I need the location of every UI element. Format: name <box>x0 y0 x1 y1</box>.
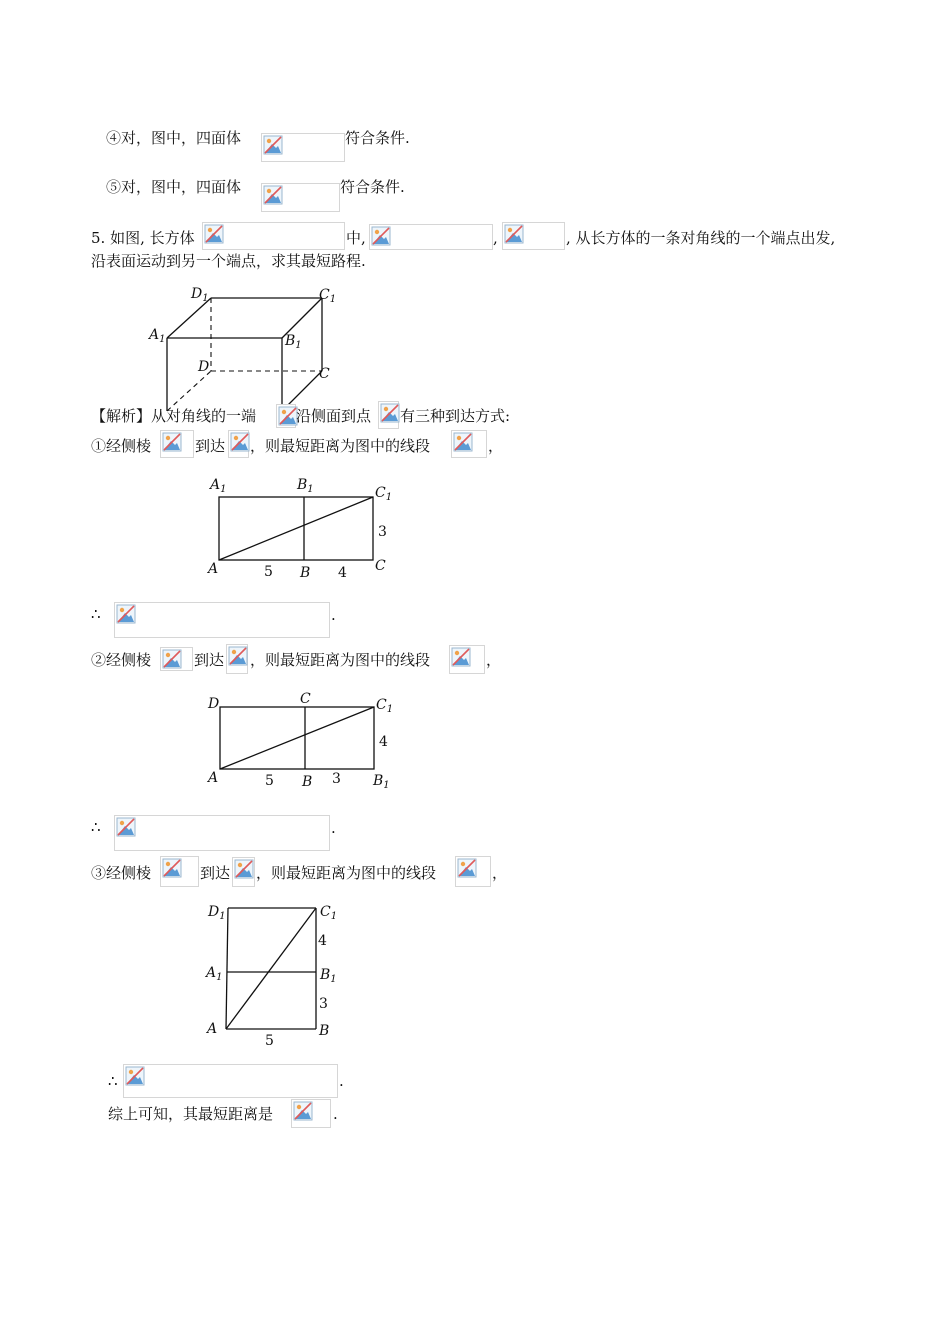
label-a: A <box>207 1021 218 1037</box>
broken-image-icon <box>369 224 493 250</box>
label-d: D <box>198 359 210 375</box>
label-d1: $D_1$ <box>208 904 226 922</box>
case3-text-d: ， <box>492 864 508 882</box>
broken-image-icon <box>228 430 249 458</box>
label-b1: $B_1$ <box>373 773 390 791</box>
label-b: B <box>319 1023 330 1039</box>
broken-image-icon <box>123 1064 338 1098</box>
label-c: C <box>319 366 330 382</box>
length-label: 5 <box>265 1033 274 1049</box>
label-c1: $C_1$ <box>319 287 337 305</box>
broken-image-icon <box>451 430 487 458</box>
label-d: D <box>208 696 220 712</box>
case3-text-b: 到达 <box>200 864 231 882</box>
q5-text-b: 中, <box>346 229 366 247</box>
q5-text-c: , <box>493 229 498 247</box>
case2-text-d: ， <box>486 651 502 669</box>
label-a1: $A_1$ <box>210 477 227 495</box>
line-5-suffix: 符合条件. <box>340 178 405 196</box>
broken-image-icon <box>232 857 255 887</box>
summary-text: 综上可知，其最短距离是 <box>108 1105 274 1123</box>
unfolding-figure-2 <box>200 686 400 796</box>
case1-text-b: 到达 <box>195 437 226 455</box>
label-c1: $C_1$ <box>376 697 394 715</box>
label-a: A <box>208 770 219 786</box>
label-c1: $C_1$ <box>375 485 393 503</box>
broken-image-icon <box>261 133 345 162</box>
therefore-sign: ∴ <box>108 1072 118 1090</box>
broken-image-icon <box>160 647 193 671</box>
label-b: B <box>302 774 313 790</box>
broken-image-icon <box>114 815 330 851</box>
label-b: B <box>300 565 311 581</box>
line-5-prefix: ⑤对，图中，四面体 <box>106 178 242 196</box>
q5-text-d: , 从长方体的一条对角线的一个端点出发, <box>566 229 836 247</box>
case1-text-d: ， <box>488 437 504 455</box>
cuboid-figure <box>140 282 340 412</box>
label-b1: $B_1$ <box>297 477 314 495</box>
label-b1: $B_1$ <box>285 333 302 351</box>
label-c: C <box>375 558 386 574</box>
label-b1: $B_1$ <box>320 967 337 985</box>
case1-text-c: ，则最短距离为图中的线段 <box>250 437 431 455</box>
broken-image-icon <box>449 645 485 674</box>
length-label: 3 <box>332 771 341 787</box>
period: . <box>333 1105 338 1123</box>
q5-text-a: 5. 如图, 长方体 <box>91 229 195 247</box>
case2-text-b: 到达 <box>194 651 225 669</box>
label-c1: $C_1$ <box>320 904 338 922</box>
period: . <box>339 1072 344 1090</box>
period: . <box>331 606 336 624</box>
broken-image-icon <box>378 401 399 429</box>
broken-image-icon <box>226 644 248 674</box>
period: . <box>331 819 336 837</box>
broken-image-icon <box>261 183 340 212</box>
line-4-suffix: 符合条件. <box>345 129 410 147</box>
length-label: 3 <box>319 996 328 1012</box>
label-c: C <box>300 691 311 707</box>
broken-image-icon <box>160 856 199 887</box>
length-label: 4 <box>379 734 388 750</box>
label-a: A <box>208 561 219 577</box>
line-4-prefix: ④对，图中，四面体 <box>106 129 242 147</box>
label-a1: $A_1$ <box>149 327 166 345</box>
therefore-sign: ∴ <box>91 605 101 623</box>
q5-line-2: 沿表面运动到另一个端点，求其最短路程. <box>91 252 366 270</box>
broken-image-icon <box>291 1099 331 1128</box>
solution-text-b: 沿侧面到点 <box>296 407 372 425</box>
solution-text-a: 【解析】从对角线的一端 <box>91 407 257 425</box>
broken-image-icon <box>160 430 194 458</box>
unfolding-figure-3 <box>200 900 350 1050</box>
therefore-sign: ∴ <box>91 818 101 836</box>
case2-text-c: ，则最短距离为图中的线段 <box>250 651 431 669</box>
unfolding-figure-1 <box>200 474 400 584</box>
case1-text-a: ①经侧棱 <box>91 437 152 455</box>
length-label: 4 <box>338 565 347 581</box>
length-label: 3 <box>378 524 387 540</box>
broken-image-icon <box>202 222 345 250</box>
broken-image-icon <box>114 602 330 638</box>
broken-image-icon <box>276 404 296 428</box>
solution-text-c: 有三种到达方式: <box>400 407 511 425</box>
length-label: 4 <box>318 933 327 949</box>
length-label: 5 <box>264 564 273 580</box>
broken-image-icon <box>502 222 565 250</box>
broken-image-icon <box>455 856 491 887</box>
length-label: 5 <box>265 773 274 789</box>
case3-text-c: ，则最短距离为图中的线段 <box>256 864 437 882</box>
label-d1: $D_1$ <box>191 286 209 304</box>
label-a1: $A_1$ <box>206 965 223 983</box>
case2-text-a: ②经侧棱 <box>91 651 152 669</box>
case3-text-a: ③经侧棱 <box>91 864 152 882</box>
